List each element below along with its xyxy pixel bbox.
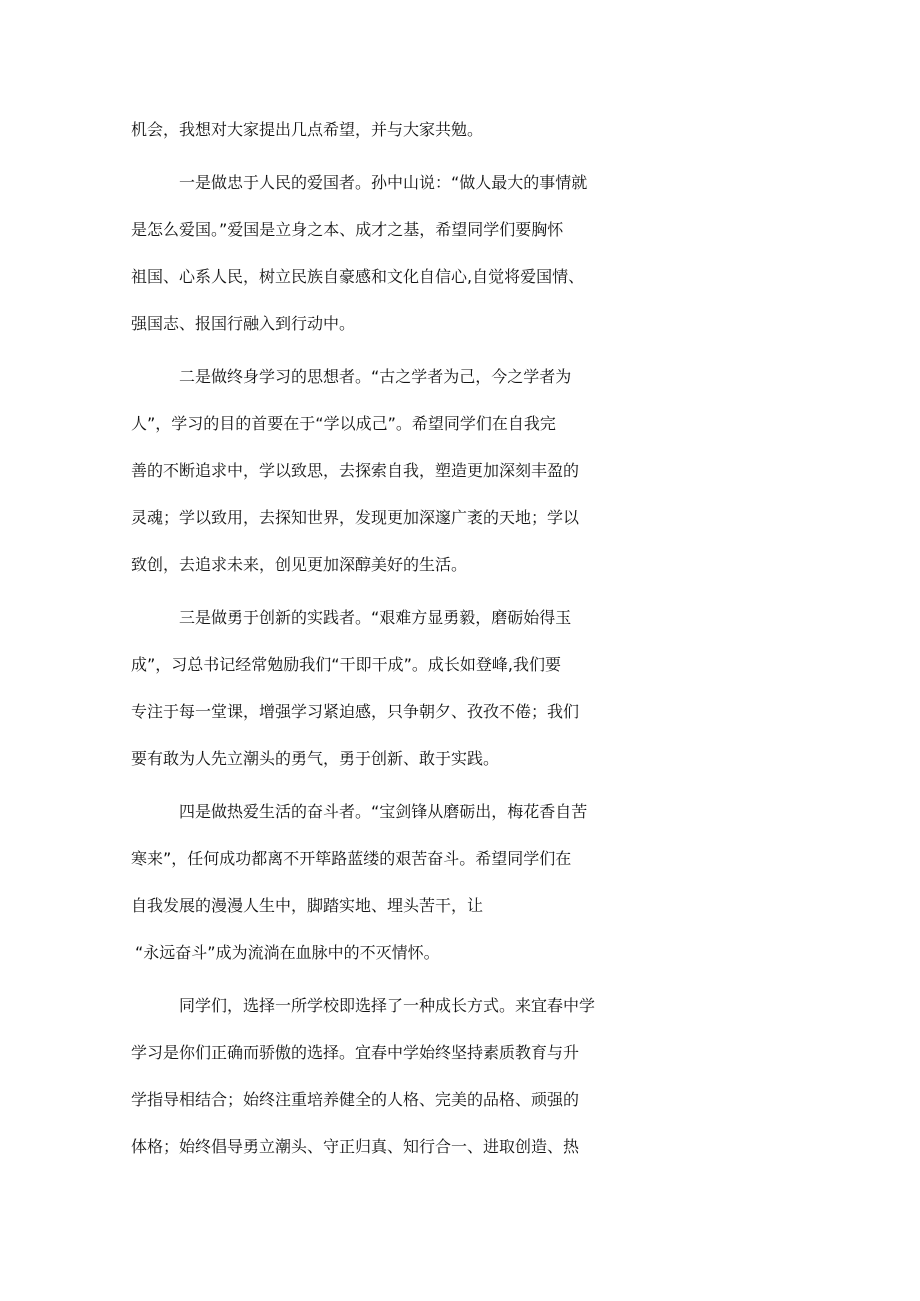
text-line: 一是做忠于人民的爱国者。孙中山说：“做人最大的事情就 (179, 173, 588, 192)
text-line: 学习是你们正确而骄傲的选择。宜春中学始终坚持素质教育与升 (131, 1043, 580, 1062)
text-line: 要有敢为人先立潮头的勇气，勇于创新、敢于实践。 (131, 749, 500, 768)
text-line: 机会，我想对大家提出几点希望，并与大家共勉。 (131, 120, 484, 139)
text-line: 同学们，选择一所学校即选择了一种成长方式。来宜春中学 (179, 996, 596, 1015)
text-line: 体格；始终倡导勇立潮头、守正归真、知行合一、进取创造、热 (131, 1137, 580, 1156)
text-line: 是怎么爱国。”爱国是立身之本、成才之基，希望同学们要胸怀 (131, 220, 564, 239)
text-line: 人”，学习的目的首要在于“学以成己”。希望同学们在自我完 (131, 414, 556, 433)
text-line: 祖国、心系人民，树立民族自豪感和文化自信心,自觉将爱国情、 (131, 267, 585, 286)
text-line: 专注于每一堂课，增强学习紧迫感，只争朝夕、孜孜不倦；我们 (131, 702, 580, 721)
text-line: 成”，习总书记经常勉励我们“干即干成”。成长如登峰,我们要 (131, 655, 561, 674)
text-line: 善的不断追求中，学以致思，去探索自我，塑造更加深刻丰盈的 (131, 461, 580, 480)
text-line: 学指导相结合；始终注重培养健全的人格、完美的品格、顽强的 (131, 1090, 580, 1109)
text-line: 灵魂；学以致用，去探知世界，发现更加深邃广袤的天地；学以 (131, 508, 580, 527)
text-line: 三是做勇于创新的实践者。“艰难方显勇毅，磨砺始得玉 (179, 608, 572, 627)
text-line: 自我发展的漫漫人生中，脚踏实地、埋头苦干，让 (131, 896, 484, 915)
text-line: “永远奋斗”成为流淌在血脉中的不灭情怀。 (135, 943, 440, 962)
text-line: 二是做终身学习的思想者。“古之学者为己，今之学者为 (179, 367, 572, 386)
text-line: 四是做热爱生活的奋斗者。“宝剑锋从磨砺出，梅花香自苦 (179, 802, 588, 821)
text-line: 寒来”，任何成功都离不开筚路蓝缕的艰苦奋斗。希望同学们在 (131, 849, 572, 868)
text-line: 致创，去追求未来，创见更加深醇美好的生活。 (131, 555, 468, 574)
text-line: 强国志、报国行融入到行动中。 (131, 314, 356, 333)
